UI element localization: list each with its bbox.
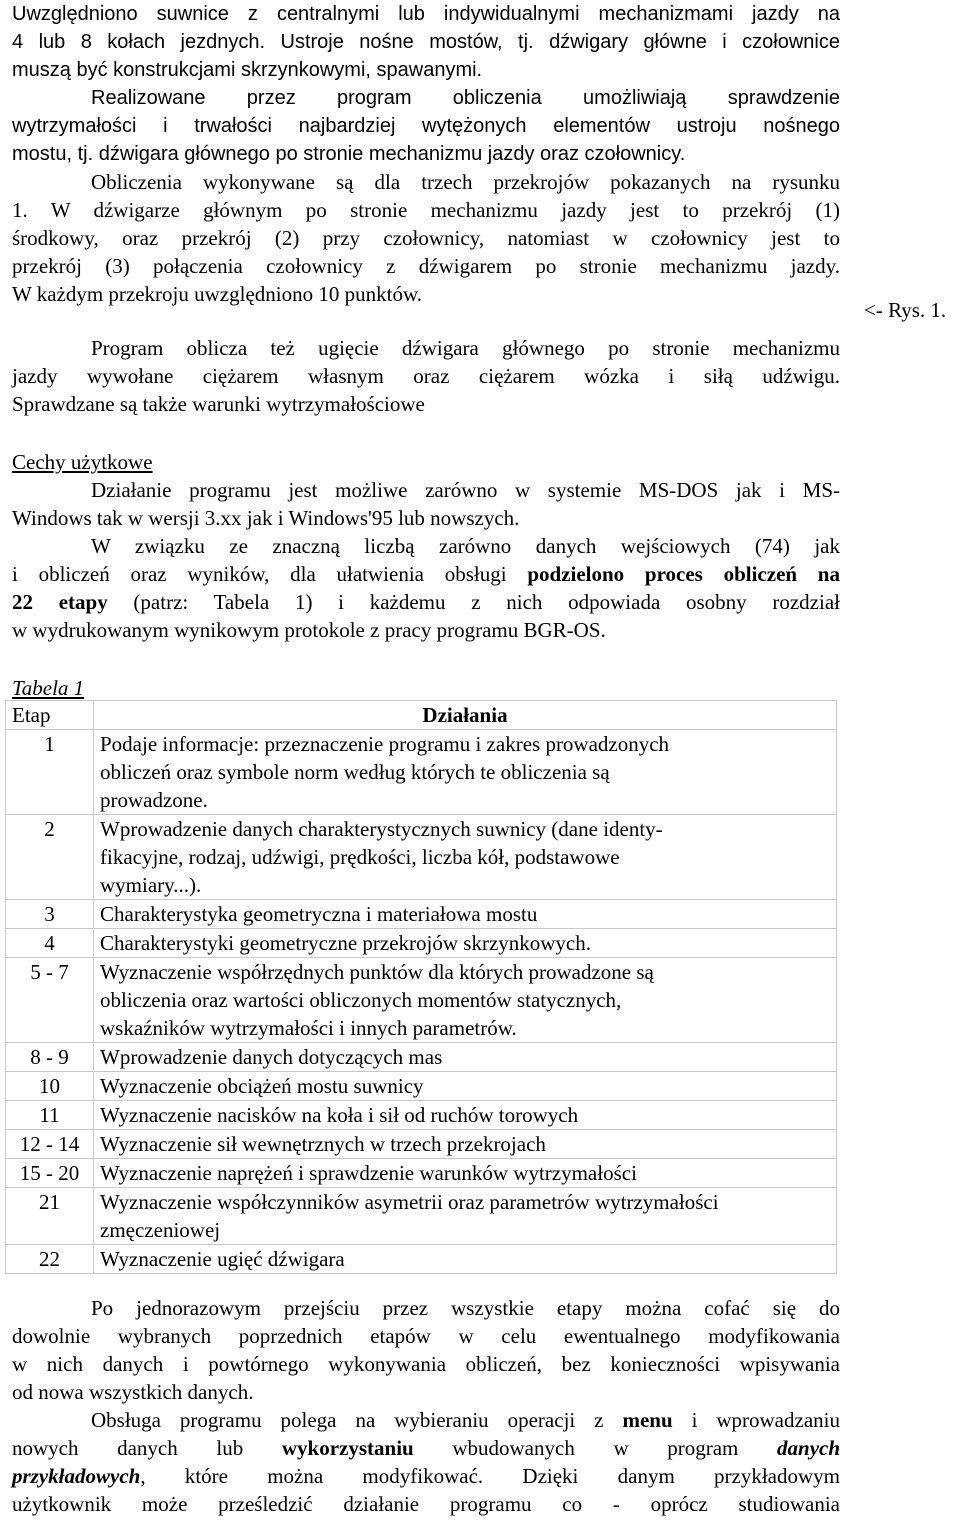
cell-etap: 3 <box>6 900 94 929</box>
intro-line-4: Realizowane przez program obliczenia umożliwiają sprawdzenie <box>91 87 840 109</box>
cell-etap: 4 <box>6 929 94 958</box>
cell-dzialania: Wyznaczenie nacisków na koła i sił od ruchów torowych <box>94 1101 837 1130</box>
table-row <box>6 1101 837 1130</box>
after-line-8: użytkownik może prześledzić działanie programu co - oprócz studiowania <box>12 1492 840 1516</box>
emphasis-wykorzystaniu: wykorzystaniu <box>281 1436 414 1460</box>
intro-line-2: 4 lub 8 kołach jezdnych. Ustroje nośne mostów, tj. dźwigary główne i czołownice <box>12 31 840 53</box>
stages-table <box>5 700 837 1274</box>
cell-etap: 21 <box>6 1188 94 1245</box>
cell-etap: 11 <box>6 1101 94 1130</box>
after-line-7: przykładowych, które można modyfikować. Dzięki danym przykładowym <box>12 1464 840 1488</box>
emphasis-danych: danych <box>777 1436 841 1460</box>
features-line-4: i obliczeń oraz wyników, dla ułatwienia obsługi podzielono proces obliczeń na <box>12 562 840 586</box>
para2-line-4: przekrój (3) połączenia czołownicy z dźwigarem po stronie mechanizmu jazdy. <box>12 254 840 278</box>
after-line-4: od nowa wszystkich danych. <box>12 1380 254 1404</box>
cell-dzialania: Wprowadzenie danych dotyczących mas <box>94 1043 837 1072</box>
cell-etap: 5 - 7 <box>6 958 94 1043</box>
intro-line-5: wytrzymałości i trwałości najbardziej wytężonych elementów ustroju nośnego <box>12 115 840 137</box>
features-line-6: w wydrukowanym wynikowym protokole z pracy programu BGR-OS. <box>12 618 606 642</box>
after-line-5: Obsługa programu polega na wybieraniu operacji z menu i wprowadzaniu <box>91 1408 840 1432</box>
para2-line-2: 1. W dźwigarze głównym po stronie mechanizmu jazdy jest to przekrój (1) <box>12 198 840 222</box>
features-line-3: W związku ze znaczną liczbą zarówno danych wejściowych (74) jak <box>91 534 840 558</box>
emphasis-stages: podzielono proces obliczeń na <box>527 562 840 586</box>
table-row <box>6 1072 837 1101</box>
table-row <box>6 1043 837 1072</box>
cell-etap: 2 <box>6 815 94 900</box>
cell-etap: 15 - 20 <box>6 1159 94 1188</box>
emphasis-22-stages: 22 etapy <box>12 590 108 614</box>
features-line-2: Windows tak w wersji 3.xx jak i Windows'95 lub nowszych. <box>12 506 520 530</box>
table-caption: Tabela 1 <box>12 676 85 700</box>
table-row <box>6 929 837 958</box>
para3-line-3: Sprawdzane są także warunki wytrzymałościowe <box>12 392 425 416</box>
cell-dzialania: Wyznaczenie obciążeń mostu suwnicy <box>94 1072 837 1101</box>
cell-dzialania: Wyznaczenie sił wewnętrznych w trzech przekrojach <box>94 1130 837 1159</box>
column-header-dzialania: Działania <box>94 701 837 730</box>
cell-dzialania: Wyznaczenie współczynników asymetrii oraz parametrów wytrzymałości zmęczeniowej <box>94 1188 837 1245</box>
after-line-2: dowolnie wybranych poprzednich etapów w celu ewentualnego modyfikowania <box>12 1324 840 1348</box>
cell-etap: 1 <box>6 730 94 815</box>
table-row <box>6 900 837 929</box>
para2-line-1: Obliczenia wykonywane są dla trzech przekrojów pokazanych na rysunku <box>91 170 840 194</box>
section-heading: Cechy użytkowe <box>12 450 153 474</box>
table-row <box>6 958 837 1043</box>
cell-etap: 8 - 9 <box>6 1043 94 1072</box>
table-row <box>6 1188 837 1245</box>
emphasis-menu: menu <box>622 1408 673 1432</box>
cell-dzialania: Wyznaczenie ugięć dźwigara <box>94 1245 837 1274</box>
features-line-1: Działanie programu jest możliwe zarówno w systemie MS-DOS jak i MS- <box>91 478 840 502</box>
column-header-etap: Etap <box>6 701 94 730</box>
para2-line-5: W każdym przekroju uwzględniono 10 punktów. <box>12 282 422 306</box>
after-line-3: w nich danych i powtórnego wykonywania obliczeń, bez konieczności wpisywania <box>12 1352 840 1376</box>
cell-dzialania: Wprowadzenie danych charakterystycznych suwnicy (dane identy- fikacyjne, rodzaj, udźwigi, prędkości, liczba kół, podstawowe wymiary...). <box>94 815 837 900</box>
cell-dzialania: Wyznaczenie naprężeń i sprawdzenie warunków wytrzymałości <box>94 1159 837 1188</box>
table-row <box>6 1130 837 1159</box>
para3-line-1: Program oblicza też ugięcie dźwigara głównego po stronie mechanizmu <box>91 336 840 360</box>
table-row <box>6 1245 837 1274</box>
intro-line-6: mostu, tj. dźwigara głównego po stronie mechanizmu jazdy oraz czołownicy. <box>12 143 686 165</box>
intro-line-3: muszą być konstrukcjami skrzynkowymi, spawanymi. <box>12 59 483 81</box>
after-line-6: nowych danych lub wykorzystaniu wbudowanych w program danych <box>12 1436 841 1460</box>
cell-etap: 12 - 14 <box>6 1130 94 1159</box>
emphasis-przykladowych: przykładowych <box>12 1464 141 1488</box>
cell-etap: 22 <box>6 1245 94 1274</box>
para2-line-3: środkowy, oraz przekrój (2) przy czołownicy, natomiast w czołownicy jest to <box>12 226 840 250</box>
para3-line-2: jazdy wywołane ciężarem własnym oraz ciężarem wózka i siłą udźwigu. <box>12 364 840 388</box>
table-row <box>6 1159 837 1188</box>
figure-reference: <- Rys. 1. <box>864 298 947 322</box>
after-line-1: Po jednorazowym przejściu przez wszystkie etapy można cofać się do <box>91 1296 840 1320</box>
intro-line-1: Uwzględniono suwnice z centralnymi lub indywidualnymi mechanizmami jazdy na <box>12 3 840 25</box>
table-row <box>6 815 837 900</box>
cell-dzialania: Charakterystyki geometryczne przekrojów skrzynkowych. <box>94 929 837 958</box>
cell-dzialania: Wyznaczenie współrzędnych punktów dla których prowadzone są obliczenia oraz wartości obliczonych momentów statycznych, wskaźników wytrzymałości i innych parametrów. <box>94 958 837 1043</box>
cell-etap: 10 <box>6 1072 94 1101</box>
features-line-5: 22 etapy (patrz: Tabela 1) i każdemu z nich odpowiada osobny rozdział <box>12 590 840 614</box>
cell-dzialania: Charakterystyka geometryczna i materiałowa mostu <box>94 900 837 929</box>
table-header-row <box>6 701 837 730</box>
cell-dzialania: Podaje informacje: przeznaczenie programu i zakres prowadzonych obliczeń oraz symbole norm według których te obliczenia są prowadzone. <box>94 730 837 815</box>
table-row <box>6 730 837 815</box>
